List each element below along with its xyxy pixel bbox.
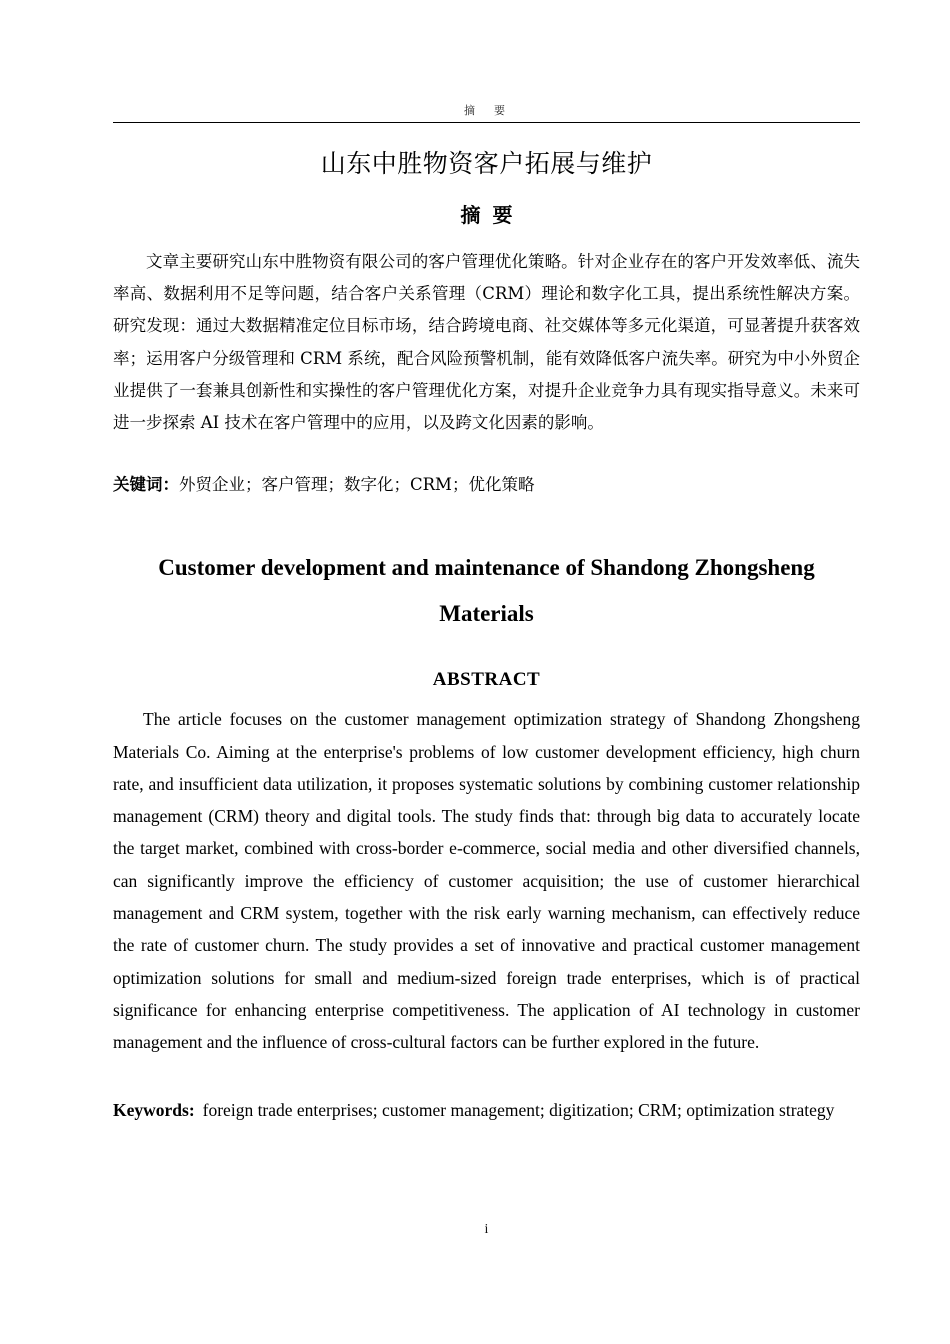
- english-keywords-label: Keywords:: [113, 1100, 195, 1121]
- running-header-text: 摘 要: [464, 105, 509, 117]
- english-abstract-heading: ABSTRACT: [432, 669, 541, 691]
- english-abstract-body: The article focuses on the customer management optimization strategy of Shandong Zhongsheng Materials Co. Aiming at the enterprise's problems of low customer development efficiency, high churn rate, and insufficient data utilization, it proposes systematic solutions by combining customer relationship management (CRM) theory and digital tools. The study finds that: through big data to accurately locate the target market, combined with cross-border e-commerce, social media and other diversified channels, can significantly improve the efficiency of customer acquisition; the use of customer hierarchical management and CRM system, together with the risk early warning mechanism, can effectively reduce the rate of customer churn. The study provides a set of innovative and practical customer management optimization solutions for small and medium-sized foreign trade enterprises, which is of practical significance for enhancing enterprise competitiveness. The application of AI technology in customer management and the influence of cross-cultural factors can be further explored in the future.: [113, 709, 860, 1053]
- chinese-keywords-value: 外贸企业；客户管理；数字化；CRM；优化策略: [179, 475, 535, 495]
- chinese-abstract-heading: 摘要: [460, 203, 525, 227]
- running-header: [113, 104, 860, 118]
- chinese-keywords-label: 关键词：: [113, 475, 179, 495]
- chinese-keywords-line: [113, 469, 860, 501]
- english-keywords-line: [113, 1094, 860, 1126]
- english-document-title: Customer development and maintenance of Shandong Zhongsheng Materials: [158, 555, 815, 627]
- page-content: [113, 136, 860, 1127]
- page-number: i: [484, 1222, 489, 1237]
- english-keywords-value: foreign trade enterprises; customer management; digitization; CRM; optimization strategy: [202, 1100, 835, 1121]
- chinese-document-title: 山东中胜物资客户拓展与维护: [320, 149, 653, 178]
- header-divider-rule: [113, 122, 860, 123]
- chinese-abstract-body: 文章主要研究山东中胜物资有限公司的客户管理优化策略。针对企业存在的客户开发效率低、流失率高、数据利用不足等问题，结合客户关系管理（CRM）理论和数字化工具，提出系统性解决方案。研究发现：通过大数据精准定位目标市场，结合跨境电商、社交媒体等多元化渠道，可显著提升获客效率；运用客户分级管理和 CRM 系统，配合风险预警机制，能有效降低客户流失率。研究为中小外贸企业提供了一套兼具创新性和实操性的客户管理优化方案，对提升企业竞争力具有现实指导意义。未来可进一步探索 AI 技术在客户管理中的应用，以及跨文化因素的影响。: [113, 252, 860, 433]
